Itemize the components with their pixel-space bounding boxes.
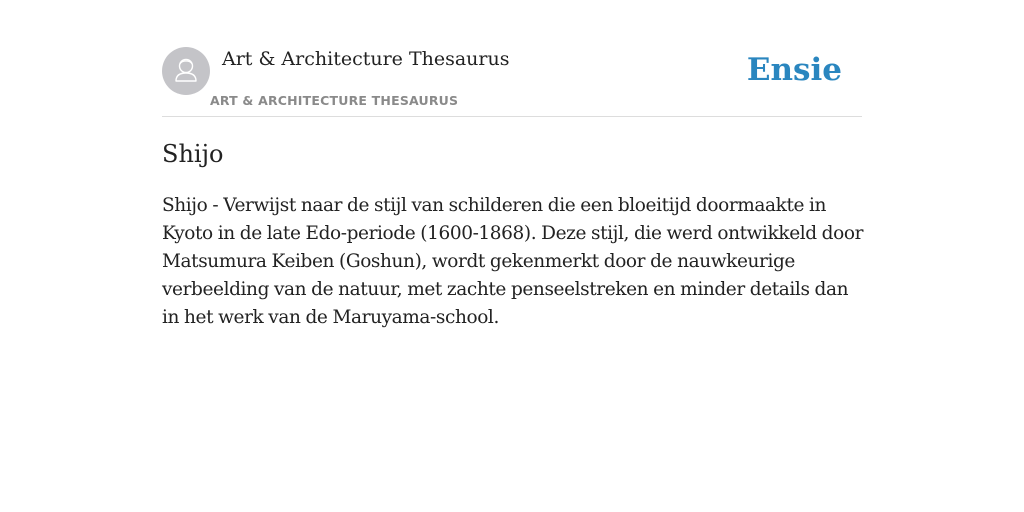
- page-title: Shijo: [162, 140, 224, 168]
- user-icon: [162, 47, 210, 95]
- source-label[interactable]: ART & ARCHITECTURE THESAURUS: [210, 93, 459, 108]
- author-name[interactable]: Art & Architecture Thesaurus: [222, 48, 510, 70]
- article-header: [162, 46, 862, 117]
- brand-logo[interactable]: Ensie: [746, 52, 842, 88]
- article-body: Shijo - Verwijst naar de stijl van schilderen die een bloeitijd doormaakte in Kyoto in de late Edo-periode (1600-1868). Deze stijl, die werd ontwikkeld door Matsumura Keiben (Goshun), wordt gekenmerkt door de nauwkeurige verbeelding van de natuur, met zachte penseelstreken en minder details dan in het werk van de Maruyama-school.: [162, 195, 864, 328]
- author-avatar[interactable]: [162, 47, 210, 95]
